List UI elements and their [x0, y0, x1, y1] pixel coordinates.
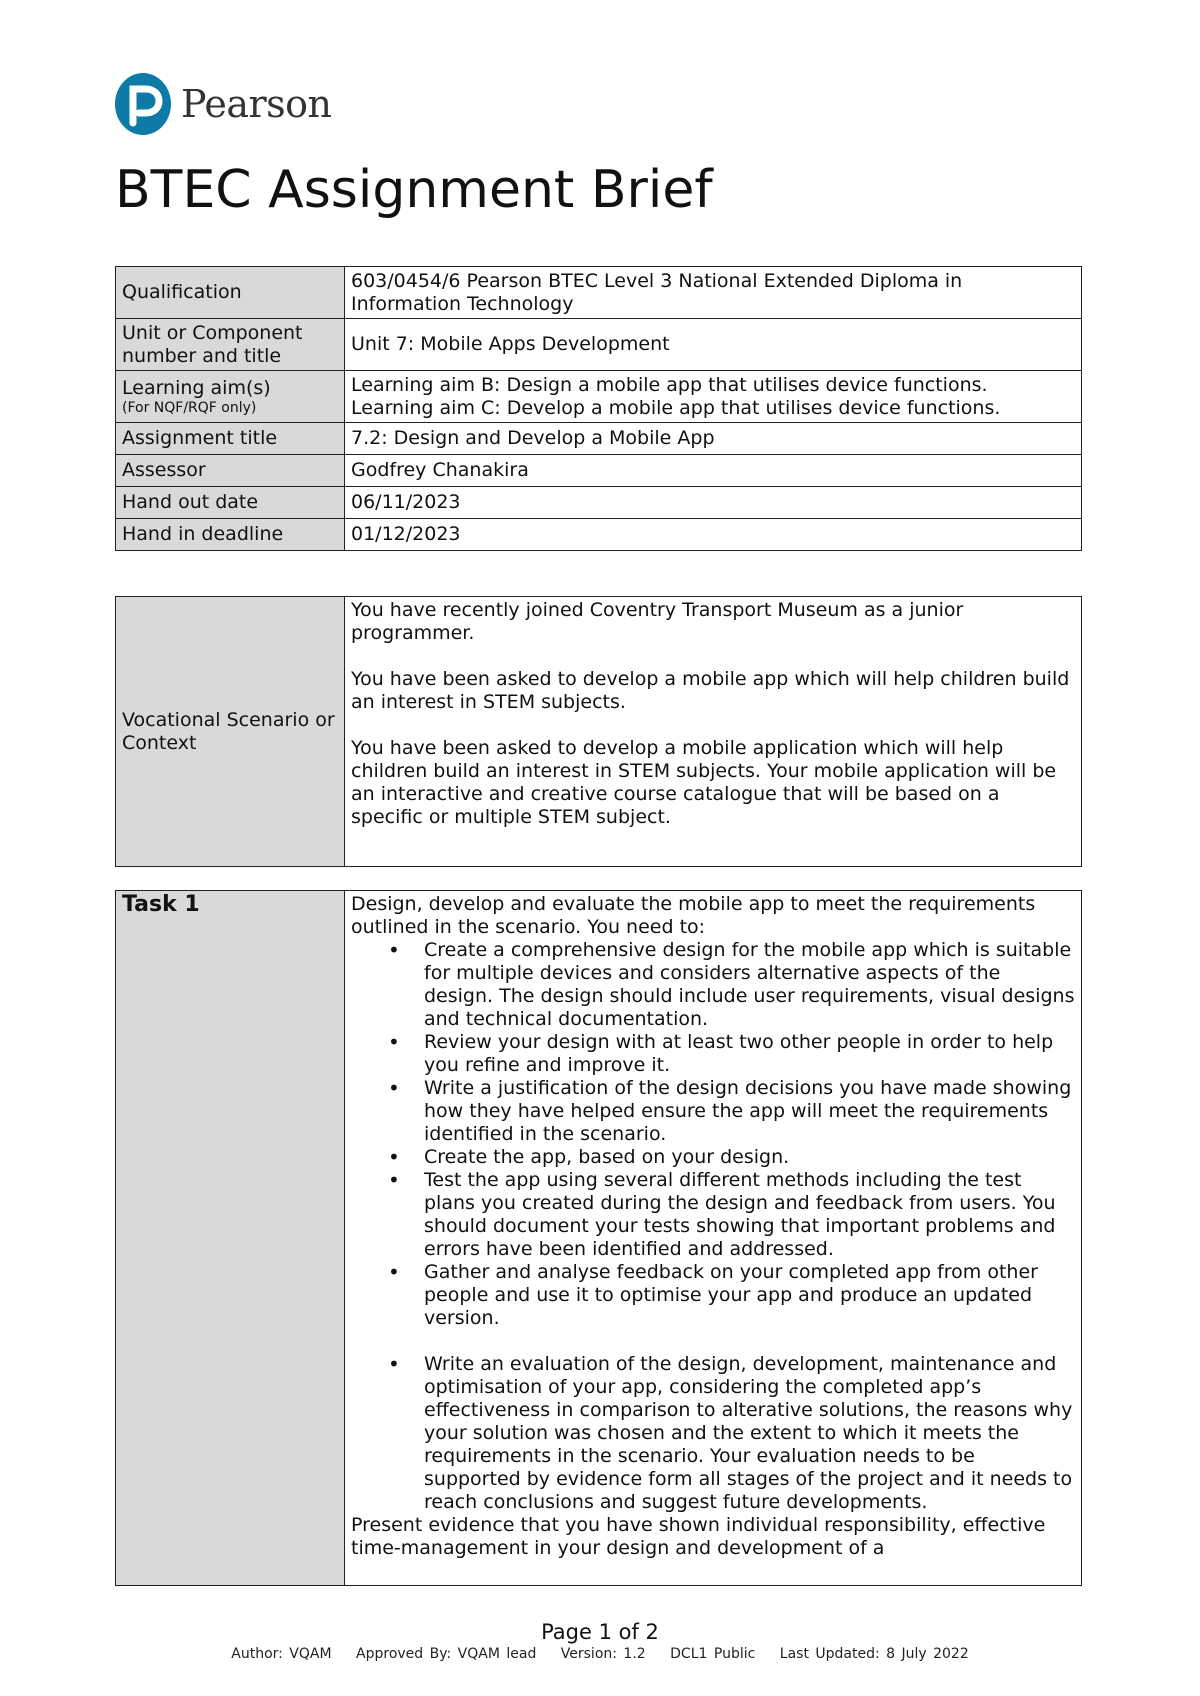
- brand-name: Pearson: [181, 82, 332, 126]
- table-row: [116, 371, 1082, 423]
- list-item: • Write a justification of the design decisions you have made showing how they have helped ensure the app will meet the requirements identified in the scenario.: [424, 1077, 1075, 1146]
- row-value: [345, 371, 1082, 423]
- task-table: [115, 890, 1082, 1586]
- row-label: Unit or Component number and title: [116, 319, 345, 371]
- row-value: 01/12/2023: [345, 519, 1082, 551]
- list-item: • Create a comprehensive design for the mobile app which is suitable for multiple devices and considers alternative aspects of the design. The design should include user requirements, visual designs and technical documentation.: [424, 939, 1075, 1031]
- table-row: [116, 487, 1082, 519]
- row-label: Qualification: [116, 267, 345, 319]
- row-label: Assignment title: [116, 423, 345, 455]
- row-label: Assessor: [116, 455, 345, 487]
- list-item: • Gather and analyse feedback on your completed app from other people and use it to optimise your app and produce an updated version.: [424, 1261, 1075, 1330]
- row-value: Unit 7: Mobile Apps Development: [345, 319, 1082, 371]
- learning-aim-c: Learning aim C: Develop a mobile app that utilises device functions.: [351, 396, 1001, 419]
- scenario-content: [345, 597, 1082, 867]
- task-outro: Present evidence that you have shown individual responsibility, effective time-management in your design and development of a: [351, 1514, 1046, 1559]
- row-value: 7.2: Design and Develop a Mobile App: [345, 423, 1082, 455]
- row-label: Hand in deadline: [116, 519, 345, 551]
- assignment-info-table: [115, 266, 1082, 551]
- row-value: 603/0454/6 Pearson BTEC Level 3 National Extended Diploma in Information Technology: [345, 267, 1082, 319]
- row-label: [116, 371, 345, 423]
- footer-author: Author: VQAM: [231, 1646, 332, 1662]
- pearson-logo: [115, 72, 332, 136]
- page-number: Page 1 of 2: [541, 1620, 659, 1644]
- scenario-paragraph: You have recently joined Coventry Transport Museum as a junior programmer.: [351, 599, 964, 644]
- task-label: Task 1: [122, 892, 200, 917]
- list-item: • Create the app, based on your design.: [424, 1146, 1075, 1169]
- row-value: Godfrey Chanakira: [345, 455, 1082, 487]
- table-row: [116, 455, 1082, 487]
- task-bullet-list: [351, 939, 1075, 1330]
- learning-aims-label: Learning aim(s): [122, 377, 271, 399]
- footer-version: Version: 1.2: [560, 1646, 646, 1662]
- learning-aim-b: Learning aim B: Design a mobile app that utilises device functions.: [351, 373, 988, 396]
- scenario-paragraph: You have been asked to develop a mobile application which will help children build an interest in STEM subjects. Your mobile application will be an interactive and creative course catalogue that will be based on a specific or multiple STEM subject.: [351, 737, 1057, 828]
- footer-classification: DCL1 Public: [670, 1646, 756, 1662]
- page-footer: [0, 1620, 1200, 1662]
- row-label: Hand out date: [116, 487, 345, 519]
- table-row: [116, 519, 1082, 551]
- footer-meta: [0, 1646, 1200, 1662]
- table-row: [116, 267, 1082, 319]
- task-content: [345, 891, 1082, 1586]
- table-row: [116, 597, 1082, 867]
- pearson-logo-icon: [115, 73, 171, 135]
- table-row: [116, 891, 1082, 1586]
- page-title: BTEC Assignment Brief: [115, 160, 713, 220]
- scenario-table: [115, 596, 1082, 867]
- list-item: • Write an evaluation of the design, development, maintenance and optimisation of your app, considering the completed app’s effectiveness in comparison to alterative solutions, the reasons why your solution was chosen and the extent to which it meets the requirements in the scenario. Your evaluation needs to be supported by evidence form all stages of the project and it needs to reach conclusions and suggest future developments.: [424, 1353, 1075, 1514]
- footer-updated: Last Updated: 8 July 2022: [779, 1646, 969, 1662]
- footer-approved: Approved By: VQAM lead: [356, 1646, 537, 1662]
- scenario-label: Vocational Scenario or Context: [116, 597, 345, 867]
- task-intro: Design, develop and evaluate the mobile app to meet the requirements outlined in the scenario. You need to:: [351, 893, 1036, 938]
- table-row: [116, 423, 1082, 455]
- row-value: 06/11/2023: [345, 487, 1082, 519]
- list-item: • Test the app using several different methods including the test plans you created during the design and feedback from users. You should document your tests showing that important problems and errors have been identified and addressed.: [424, 1169, 1075, 1261]
- scenario-paragraph: You have been asked to develop a mobile app which will help children build an interest in STEM subjects.: [351, 668, 1070, 713]
- learning-aims-sublabel: (For NQF/RQF only): [122, 400, 257, 416]
- table-row: [116, 319, 1082, 371]
- list-item: • Review your design with at least two other people in order to help you refine and improve it.: [424, 1031, 1075, 1077]
- task-bullet-list: [351, 1353, 1075, 1514]
